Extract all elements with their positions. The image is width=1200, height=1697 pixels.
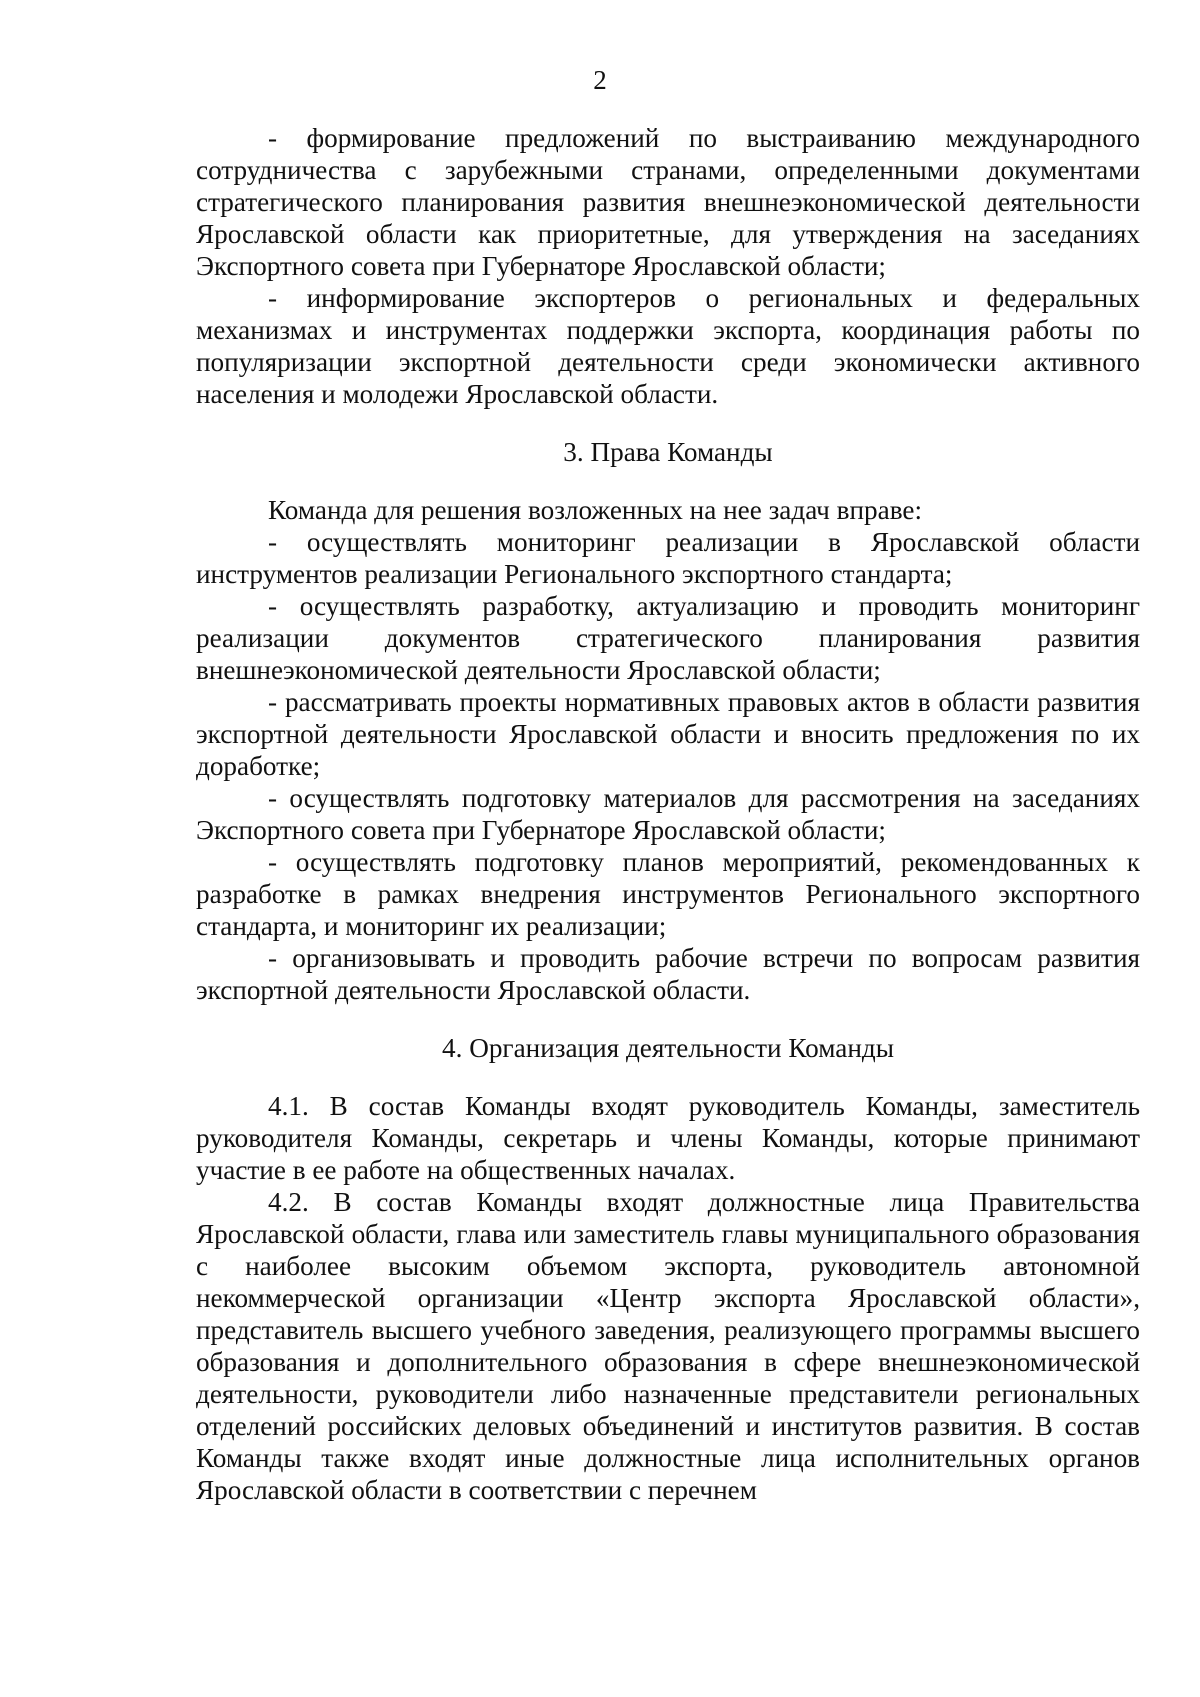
section3-item-2: - осуществлять разработку, актуализацию и проводить мониторинг реализации документов стратегического планирования развития внешнеэкономической деятельности Ярославской области; [196,591,1140,685]
section3-item-1: - осуществлять мониторинг реализации в Ярославской области инструментов реализации Регионального экспортного стандарта; [196,527,1140,589]
section3-item-3: - рассматривать проекты нормативных правовых актов в области развития экспортной деятельности Ярославской области и вносить предложения по их доработке; [196,687,1140,781]
document-body [196,122,1140,1506]
section4-heading: 4. Организация деятельности Команды [442,1033,894,1063]
section4-paragraph-2: 4.2. В состав Команды входят должностные лица Правительства Ярославской области, глава или заместитель главы муниципального образования с наиболее высоким объемом экспорта, руководитель автономной некоммерческой организации «Центр экспорта Ярославской области», представитель высшего учебного заведения, реализующего программы высшего образования и дополнительного образования в сфере внешнеэкономической деятельности, руководители либо назначенные представители региональных отделений российских деловых объединений и институтов развития. В состав Команды также входят иные должностные лица исполнительных органов Ярославской области в соответствии с перечнем [196,1187,1140,1505]
spacer [196,468,1140,494]
section2-item-2: - информирование экспортеров о региональных и федеральных механизмах и инструментах поддержки экспорта, координация работы по популяризации экспортной деятельности среди экономически активного населения и молодежи Ярославской области. [196,283,1140,409]
page-number: 2 [593,65,607,95]
section2-item-1: - формирование предложений по выстраиванию международного сотрудничества с зарубежными странами, определенными документами стратегического планирования развития внешнеэкономической деятельности Ярославской области как приоритетные, для утверждения на заседаниях Экспортного совета при Губернаторе Ярославской области; [196,123,1140,281]
section3-item-6: - организовывать и проводить рабочие встречи по вопросам развития экспортной деятельности Ярославской области. [196,943,1140,1005]
spacer [196,1064,1140,1090]
spacer [196,1006,1140,1032]
section4-paragraph-1: 4.1. В состав Команды входят руководитель Команды, заместитель руководителя Команды, секретарь и члены Команды, которые принимают участие в ее работе на общественных началах. [196,1091,1140,1185]
section3-item-4: - осуществлять подготовку материалов для рассмотрения на заседаниях Экспортного совета при Губернаторе Ярославской области; [196,783,1140,845]
spacer [196,410,1140,436]
section3-intro: Команда для решения возложенных на нее задач вправе: [268,495,922,525]
section3-heading: 3. Права Команды [563,437,773,467]
section3-item-5: - осуществлять подготовку планов мероприятий, рекомендованных к разработке в рамках внедрения инструментов Регионального экспортного стандарта, и мониторинг их реализации; [196,847,1140,941]
